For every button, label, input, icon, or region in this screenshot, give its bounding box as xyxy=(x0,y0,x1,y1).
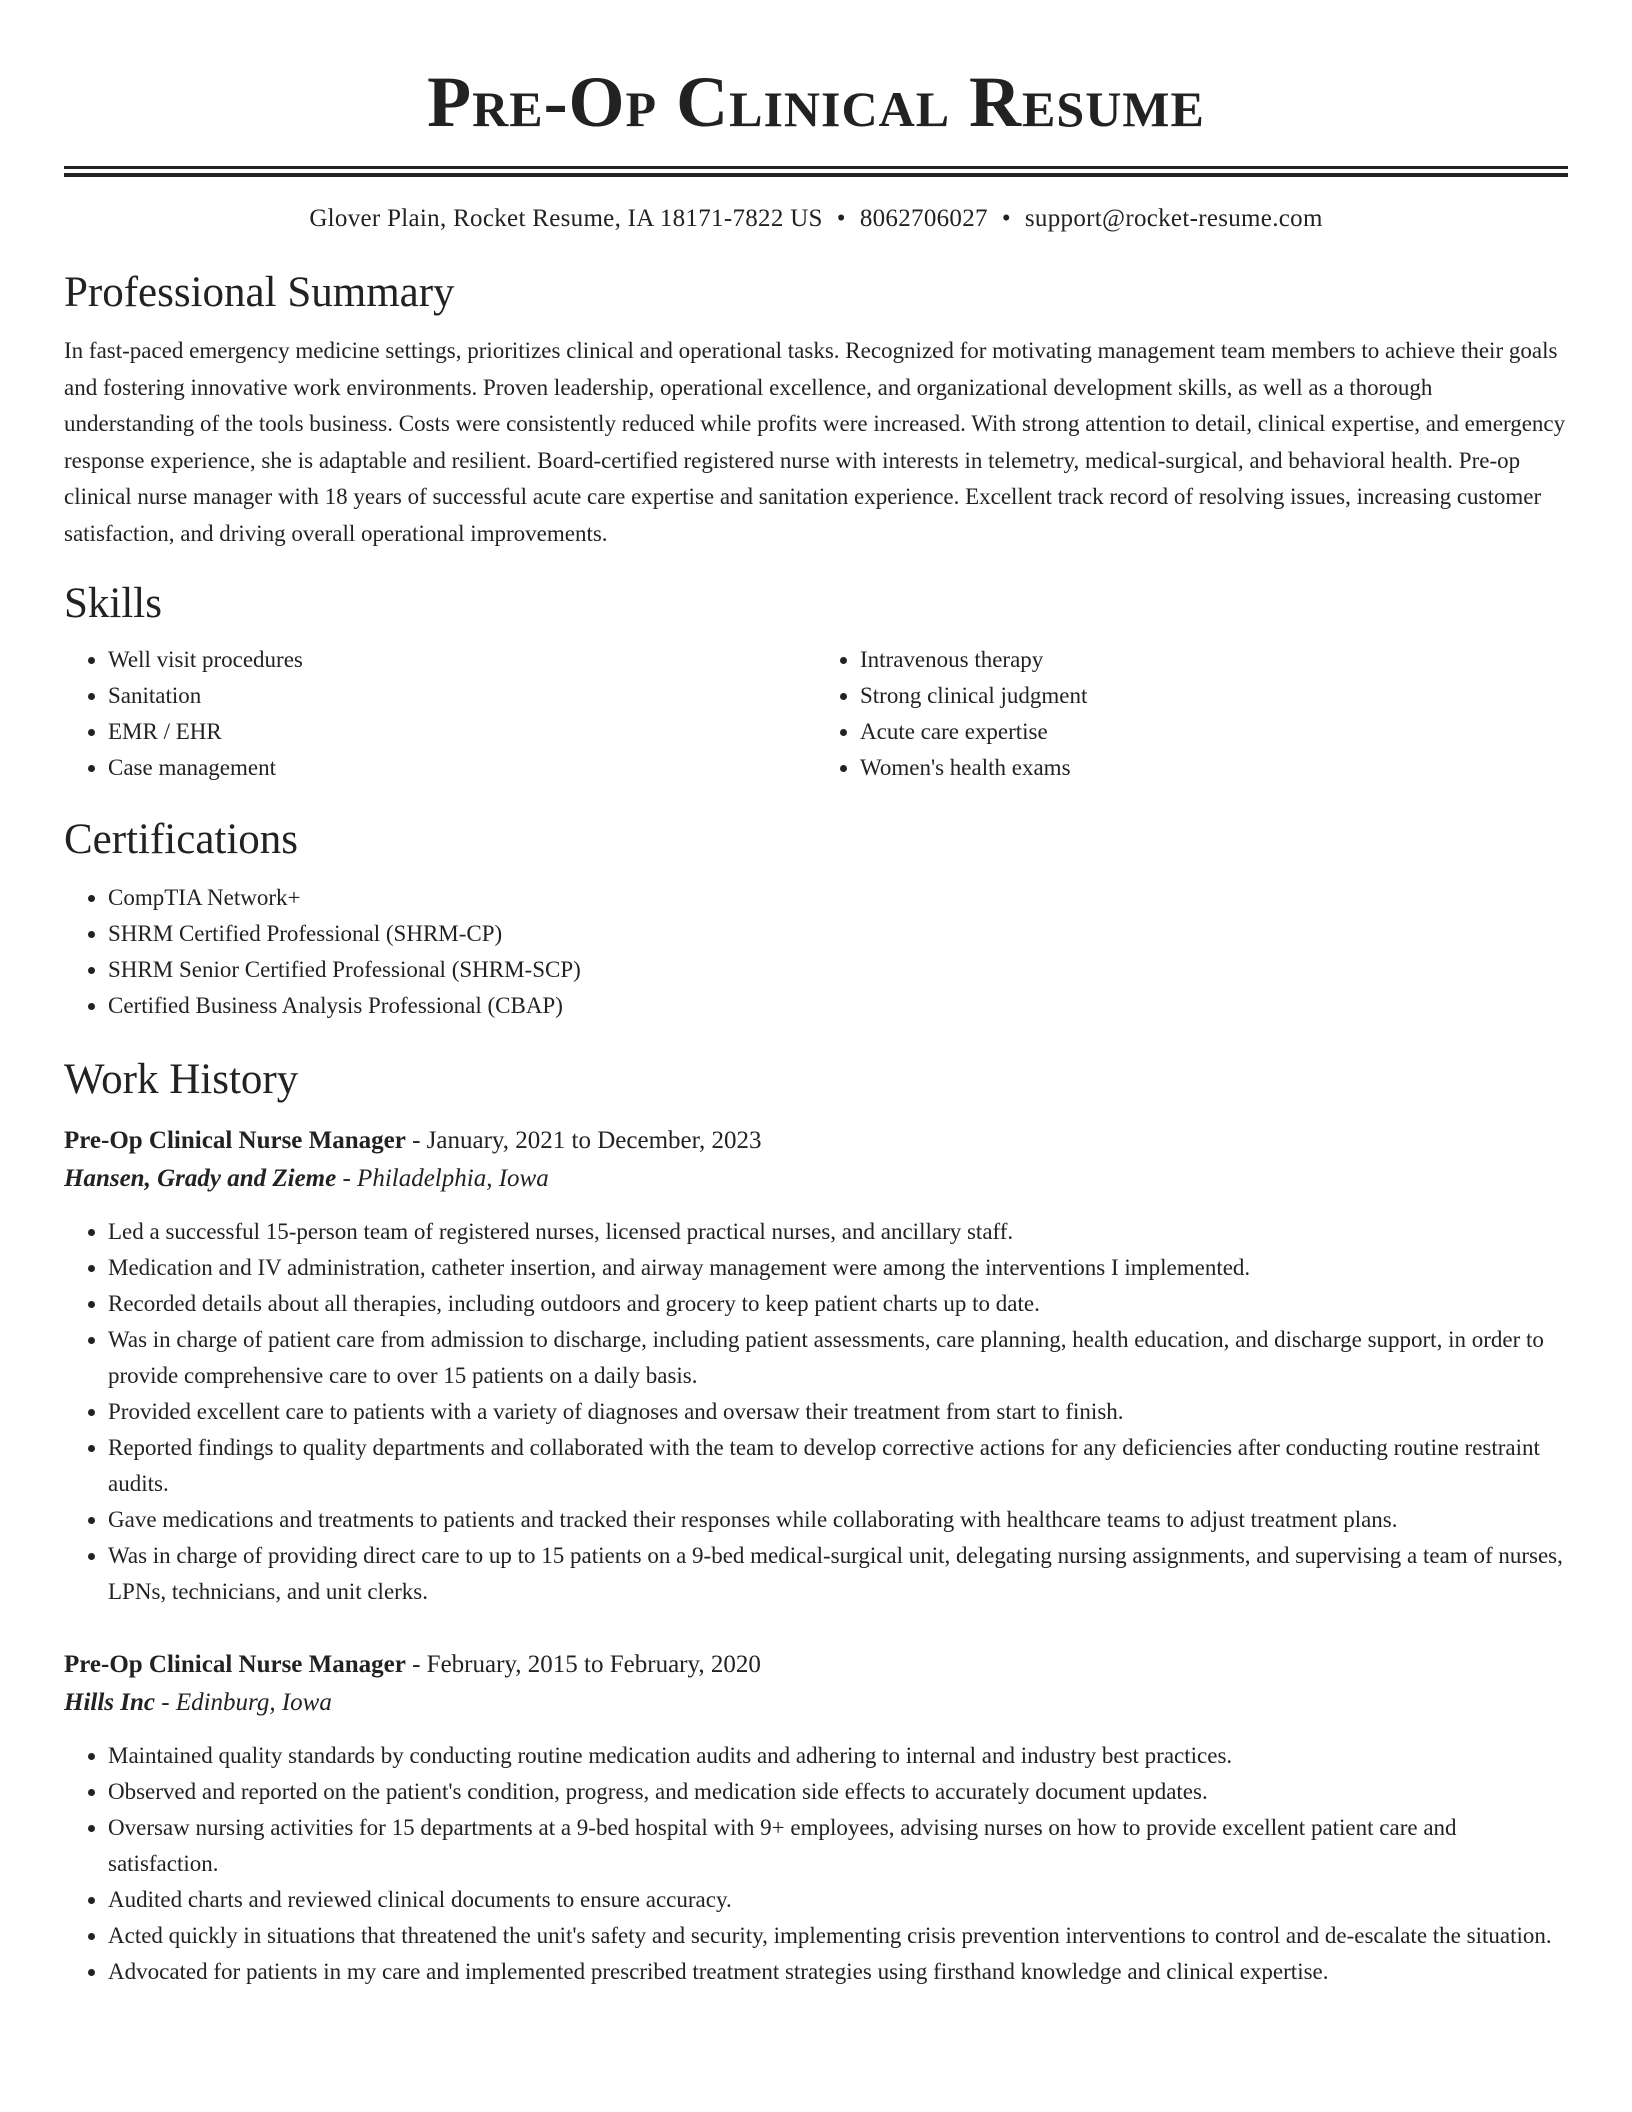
skill-item: • Well visit procedures xyxy=(108,642,816,678)
job-location: - Philadelphia, Iowa xyxy=(342,1165,549,1192)
job-company: Hansen, Grady and Zieme xyxy=(64,1165,337,1192)
job-bullet: • Led a successful 15-person team of registered nurses, licensed practical nurses, and ancillary staff. xyxy=(108,1214,1568,1250)
contact-phone: 8062706027 xyxy=(859,205,988,232)
job-entry xyxy=(64,1646,1568,1990)
job-bullet: • Provided excellent care to patients with a variety of diagnoses and oversaw their treatment from start to finish. xyxy=(108,1394,1568,1430)
certifications-list xyxy=(64,880,1568,1024)
job-bullet: • Oversaw nursing activities for 15 departments at a 9-bed hospital with 9+ employees, advising nurses on how to provide excellent patient care and satisfaction. xyxy=(108,1810,1568,1882)
title-divider xyxy=(64,166,1568,177)
job-bullet: • Recorded details about all therapies, including outdoors and grocery to keep patient charts up to date. xyxy=(108,1286,1568,1322)
job-bullet: • Gave medications and treatments to patients and tracked their responses while collaborating with healthcare teams to adjust treatment plans. xyxy=(108,1502,1568,1538)
job-dates: - February, 2015 to February, 2020 xyxy=(412,1651,761,1678)
job-header xyxy=(64,1122,1568,1160)
certifications-section xyxy=(64,814,1568,1024)
job-location: - Edinburg, Iowa xyxy=(161,1689,332,1716)
skills-section xyxy=(64,578,1568,786)
job-bullet: • Acted quickly in situations that threatened the unit's safety and security, implementing crisis prevention interventions to control and de-escalate the situation. xyxy=(108,1918,1568,1954)
job-role: Pre-Op Clinical Nurse Manager xyxy=(64,1651,406,1678)
certification-item: • SHRM Certified Professional (SHRM-CP) xyxy=(108,916,1568,952)
skills-columns xyxy=(64,642,1568,786)
contact-email: support@rocket-resume.com xyxy=(1024,205,1323,232)
work-history-heading: Work History xyxy=(64,1056,299,1103)
certification-item: • CompTIA Network+ xyxy=(108,880,1568,916)
job-bullet: • Was in charge of providing direct care to up to 15 patients on a 9-bed medical-surgical unit, delegating nursing assignments, and supervising a team of nurses, LPNs, technicians, and unit clerks. xyxy=(108,1538,1568,1610)
skill-item: • Women's health exams xyxy=(860,750,1568,786)
job-bullet: • Was in charge of patient care from admission to discharge, including patient assessments, care planning, health education, and discharge support, in order to provide comprehensive care to over 15 patients on a daily basis. xyxy=(108,1322,1568,1394)
contact-line xyxy=(64,203,1568,235)
certification-item: • Certified Business Analysis Professional (CBAP) xyxy=(108,988,1568,1024)
skill-item: • Acute care expertise xyxy=(860,714,1568,750)
job-bullet: • Reported findings to quality departments and collaborated with the team to develop corrective actions for any deficiencies after conducting routine restraint audits. xyxy=(108,1430,1568,1502)
skill-item: • Intravenous therapy xyxy=(860,642,1568,678)
job-bullet: • Advocated for patients in my care and implemented prescribed treatment strategies using firsthand knowledge and clinical expertise. xyxy=(108,1954,1568,1990)
job-entry xyxy=(64,1122,1568,1610)
summary-section xyxy=(64,267,1568,552)
job-company: Hills Inc xyxy=(64,1689,155,1716)
job-bullet: • Audited charts and reviewed clinical documents to ensure accuracy. xyxy=(108,1882,1568,1918)
resume-title: Pre-Op Clinical Resume xyxy=(427,62,1205,142)
skill-item: • Strong clinical judgment xyxy=(860,678,1568,714)
summary-text: In fast-paced emergency medicine settings, prioritizes clinical and operational tasks. Recognized for motivating management team members to achieve their goals and fostering innovative work environments. Proven leadership, operational excellence, and organizational development skills, as well as a thorough understanding of the tools business. Costs were consistently reduced while profits were increased. With strong attention to detail, clinical expertise, and emergency response experience, she is adaptable and resilient. Board-certified registered nurse with interests in telemetry, medical-surgical, and behavioral health. Pre-op clinical nurse manager with 18 years of successful acute care expertise and sanitation experience. Excellent track record of resolving issues, increasing customer satisfaction, and driving overall operational improvements. xyxy=(64,338,1566,546)
certification-item: • SHRM Senior Certified Professional (SHRM-SCP) xyxy=(108,952,1568,988)
job-bullets xyxy=(64,1214,1568,1610)
job-bullets xyxy=(64,1738,1568,1990)
job-header xyxy=(64,1646,1568,1684)
job-bullet: • Observed and reported on the patient's condition, progress, and medication side effects to accurately document updates. xyxy=(108,1774,1568,1810)
job-bullet: • Maintained quality standards by conducting routine medication audits and adhering to internal and industry best practices. xyxy=(108,1738,1568,1774)
contact-address: Glover Plain, Rocket Resume, IA 18171-7822 US xyxy=(309,205,823,232)
skills-list-right xyxy=(816,642,1568,786)
contact-separator: • xyxy=(1001,205,1011,232)
skill-item: • EMR / EHR xyxy=(108,714,816,750)
skill-item: • Case management xyxy=(108,750,816,786)
job-employer xyxy=(64,1160,1568,1198)
job-role: Pre-Op Clinical Nurse Manager xyxy=(64,1127,406,1154)
job-employer xyxy=(64,1684,1568,1722)
skill-item: • Sanitation xyxy=(108,678,816,714)
work-history-section xyxy=(64,1054,1568,1990)
skills-heading: Skills xyxy=(64,580,162,627)
certifications-heading: Certifications xyxy=(64,816,299,863)
skills-list-left xyxy=(64,642,816,786)
summary-heading: Professional Summary xyxy=(64,269,455,316)
contact-separator: • xyxy=(836,205,846,232)
job-dates: - January, 2021 to December, 2023 xyxy=(412,1127,762,1154)
job-bullet: • Medication and IV administration, catheter insertion, and airway management were among the interventions I implemented. xyxy=(108,1250,1568,1286)
